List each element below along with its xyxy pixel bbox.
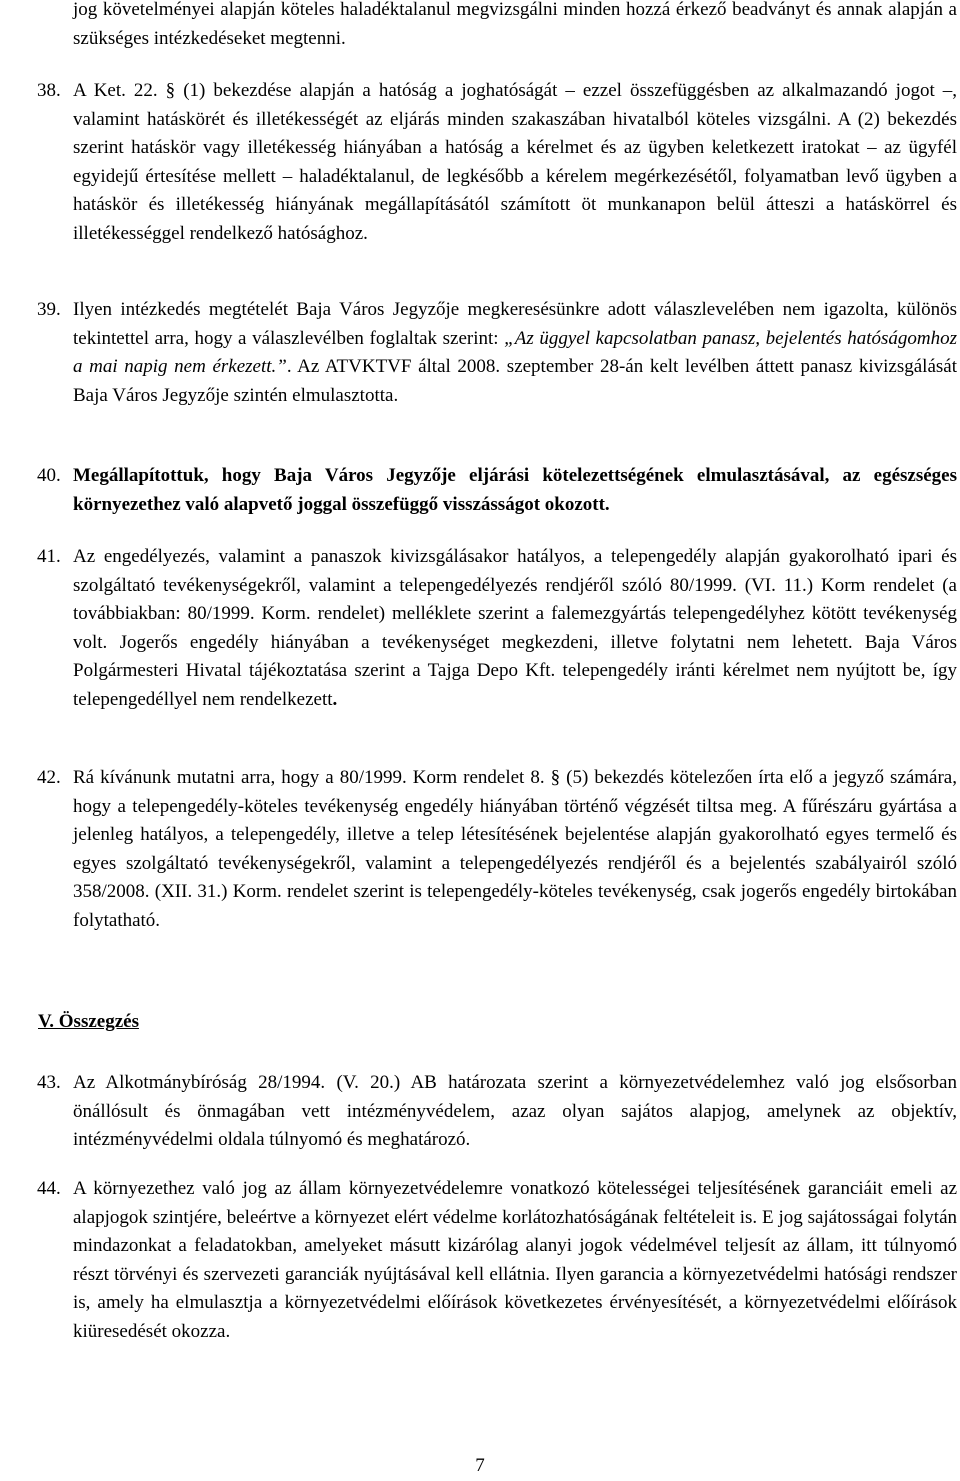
paragraph-42	[37, 764, 957, 935]
paragraph-text: Az engedélyezés, valamint a panaszok kivizsgálásakor hatályos, a telepengedély alapján gyakorolható ipari és szolgáltató tevékenységekről, valamint a telepengedélyezés rendjéről szóló 80/1999. (VI. 11.) Korm rendelet (a továbbiakban: 80/1999. Korm. rendelet) melléklete szerint a falemezgyártás telepengedélyhez kötött tevékenység volt. Jogerős engedély hiányában a tevékenységet megkezdeni, illetve folytatni nem lehetett. Baja Város Polgármesteri Hivatal tájékoztatása szerint a Tajga Depo Kft. telepengedély iránti kérelmet nem nyújtott be, így telepengedéllyel nem rendelkezett	[73, 546, 957, 710]
paragraph-text: Ilyen intézkedés megtételét Baja Város Jegyzője megkeresésünkre adott válaszlevelében nem igazolta, különös tekintettel arra, hogy a válaszlevélben foglaltak szerint:	[73, 299, 957, 349]
paragraph-38	[37, 77, 957, 248]
section-heading: V. Összegzés	[38, 1011, 139, 1032]
paragraph-number: 44.	[37, 1178, 61, 1199]
paragraph-end-dot: .	[332, 688, 338, 710]
finding-statement: Megállapítottuk, hogy Baja Város Jegyzője eljárási kötelezettségének elmulasztásával, az egészséges környezethez való alapvető joggal összefüggő visszásságot okozott.	[73, 465, 957, 515]
paragraph-43	[37, 1069, 957, 1155]
paragraph-text: Az Alkotmánybíróság 28/1994. (V. 20.) AB határozata szerint a környezetvédelemhez való jog elsősorban önállósult és önmagában vett intézményvédelem, azaz olyan sajátos alapjog, amelynek az objektív, intézményvédelmi oldala túlnyomó és meghatározó.	[73, 1072, 957, 1150]
paragraph-41	[37, 543, 957, 714]
paragraph-text: A Ket. 22. § (1) bekezdése alapján a hatóság a joghatóságát – ezzel összefüggésben az alkalmazandó jogot –, valamint hatáskörét és illetékességét az eljárás minden szakaszában hivatalból köteles vizsgálni. A (2) bekezdés szerint hatáskör vagy illetékesség hiányában a hatóság a kérelmet és az ügyben keletkezett iratokat – az ügyfél egyidejű értesítése mellett – haladéktalanul, de legkésőbb a kérelem megérkezésétől, folyamatban levő ügyben a hatáskör és illetékesség hiányának megállapításától számított öt munkanapon belül átteszi a hatáskörrel és illetékességgel rendelkező hatósághoz.	[73, 80, 957, 244]
quoted-reply: „Az üggyel kapcsolatban panasz, bejelentés hatóságomhoz a mai napig nem érkezett.”	[73, 327, 957, 377]
paragraph-continued	[73, 0, 957, 53]
paragraph-text: Rá kívánunk mutatni arra, hogy a 80/1999. Korm rendelet 8. § (5) bekezdés kötelezően írta elő a jegyző számára, hogy a telepengedély-köteles tevékenység engedély hiányában történő végzését tiltsa meg. A fűrészáru gyártása a jelenleg hatályos, a telepengedély, illetve a telep létesítésének bejelentése alapján gyakorolható egyes termelő és egyes szolgáltató tevékenységekről, valamint a telepengedélyezés rendjéről és a bejelentés szabályairól szóló 358/2008. (XII. 31.) Korm. rendelet szerint is telepengedély-köteles tevékenység, csak jogerős engedély birtokában folytatható.	[73, 767, 957, 931]
paragraph-number: 38.	[37, 80, 61, 101]
paragraph-number: 40.	[37, 465, 61, 486]
paragraph-text-continued: . Az ATVKTVF által 2008. szeptember 28-án kelt levélben áttett panasz kivizsgálását Baja Város Jegyzője szintén elmulasztotta.	[73, 356, 958, 406]
paragraph-44	[37, 1175, 957, 1346]
paragraph-number: 41.	[37, 546, 61, 567]
paragraph-text: jog követelményei alapján köteles haladéktalanul megvizsgálni minden hozzá érkező beadványt és annak alapján a szükséges intézkedéseket megtenni.	[73, 0, 957, 49]
paragraph-text: A környezethez való jog az állam környezetvédelemre vonatkozó kötelességei teljesítésének garanciáit emeli az alapjogok szintjére, beleértve a környezet elért védelme korlátozhatóságának feltételeit is. E jog sajátosságai folytán mindazonkat a feladatokban, amelyeket másutt kizárólag alanyi jogok védelmével teljesít az állam, itt túlnyomó részt törvényi és szervezeti garanciák nyújtásával kell ellátnia. Ilyen garancia a környezetvédelmi hatósági rendszer is, amely ha elmulasztja a környezetvédelmi előírások következetes érvényesítését, a környezetvédelmi előírások kiüresedését okozza.	[73, 1178, 957, 1342]
paragraph-number: 43.	[37, 1072, 61, 1093]
paragraph-39	[37, 296, 958, 410]
paragraph-40	[37, 462, 957, 519]
paragraph-number: 42.	[37, 767, 61, 788]
page-number: 7	[475, 1455, 485, 1476]
paragraph-number: 39.	[37, 299, 61, 320]
